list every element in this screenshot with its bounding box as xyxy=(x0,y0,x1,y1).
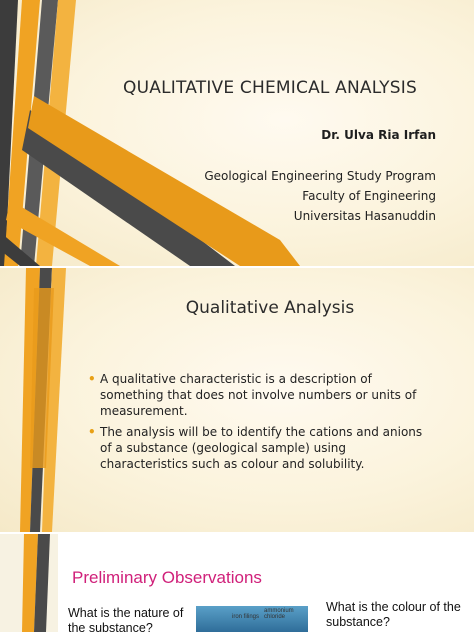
affiliation-line: Faculty of Engineering xyxy=(302,189,436,203)
bullet-item: • The analysis will be to identify the cations and anions of a substance (geological sample) using characteristics such as colour and solubility. xyxy=(88,425,423,471)
bullet-item: • A qualitative characteristic is a description of something that does not involve numbers or units of measurement. xyxy=(88,372,417,418)
image-label: iron filings xyxy=(232,614,260,620)
slide-preliminary-observations xyxy=(0,534,474,632)
bullet-icon: • xyxy=(88,372,96,386)
slide-title xyxy=(0,0,474,266)
affiliation-line: Universitas Hasanuddin xyxy=(293,209,436,223)
bullet-icon: • xyxy=(88,425,96,439)
affiliation-line: Geological Engineering Study Program xyxy=(204,169,436,183)
bullet-list xyxy=(88,371,434,477)
question-nature: What is the nature of the substance? xyxy=(68,606,184,632)
image-label: ammonium chloride xyxy=(264,608,294,620)
presentation-title: QUALITATIVE CHEMICAL ANALYSIS xyxy=(123,78,417,98)
author-name: Dr. Ulva Ria Irfan xyxy=(321,128,436,142)
slide-heading: Qualitative Analysis xyxy=(185,298,355,318)
question-colour: What is the colour of the substance? xyxy=(326,600,461,629)
affiliation-block xyxy=(204,166,436,226)
slide-qualitative-analysis xyxy=(0,268,474,532)
slide-heading: Preliminary Observations xyxy=(72,568,262,587)
